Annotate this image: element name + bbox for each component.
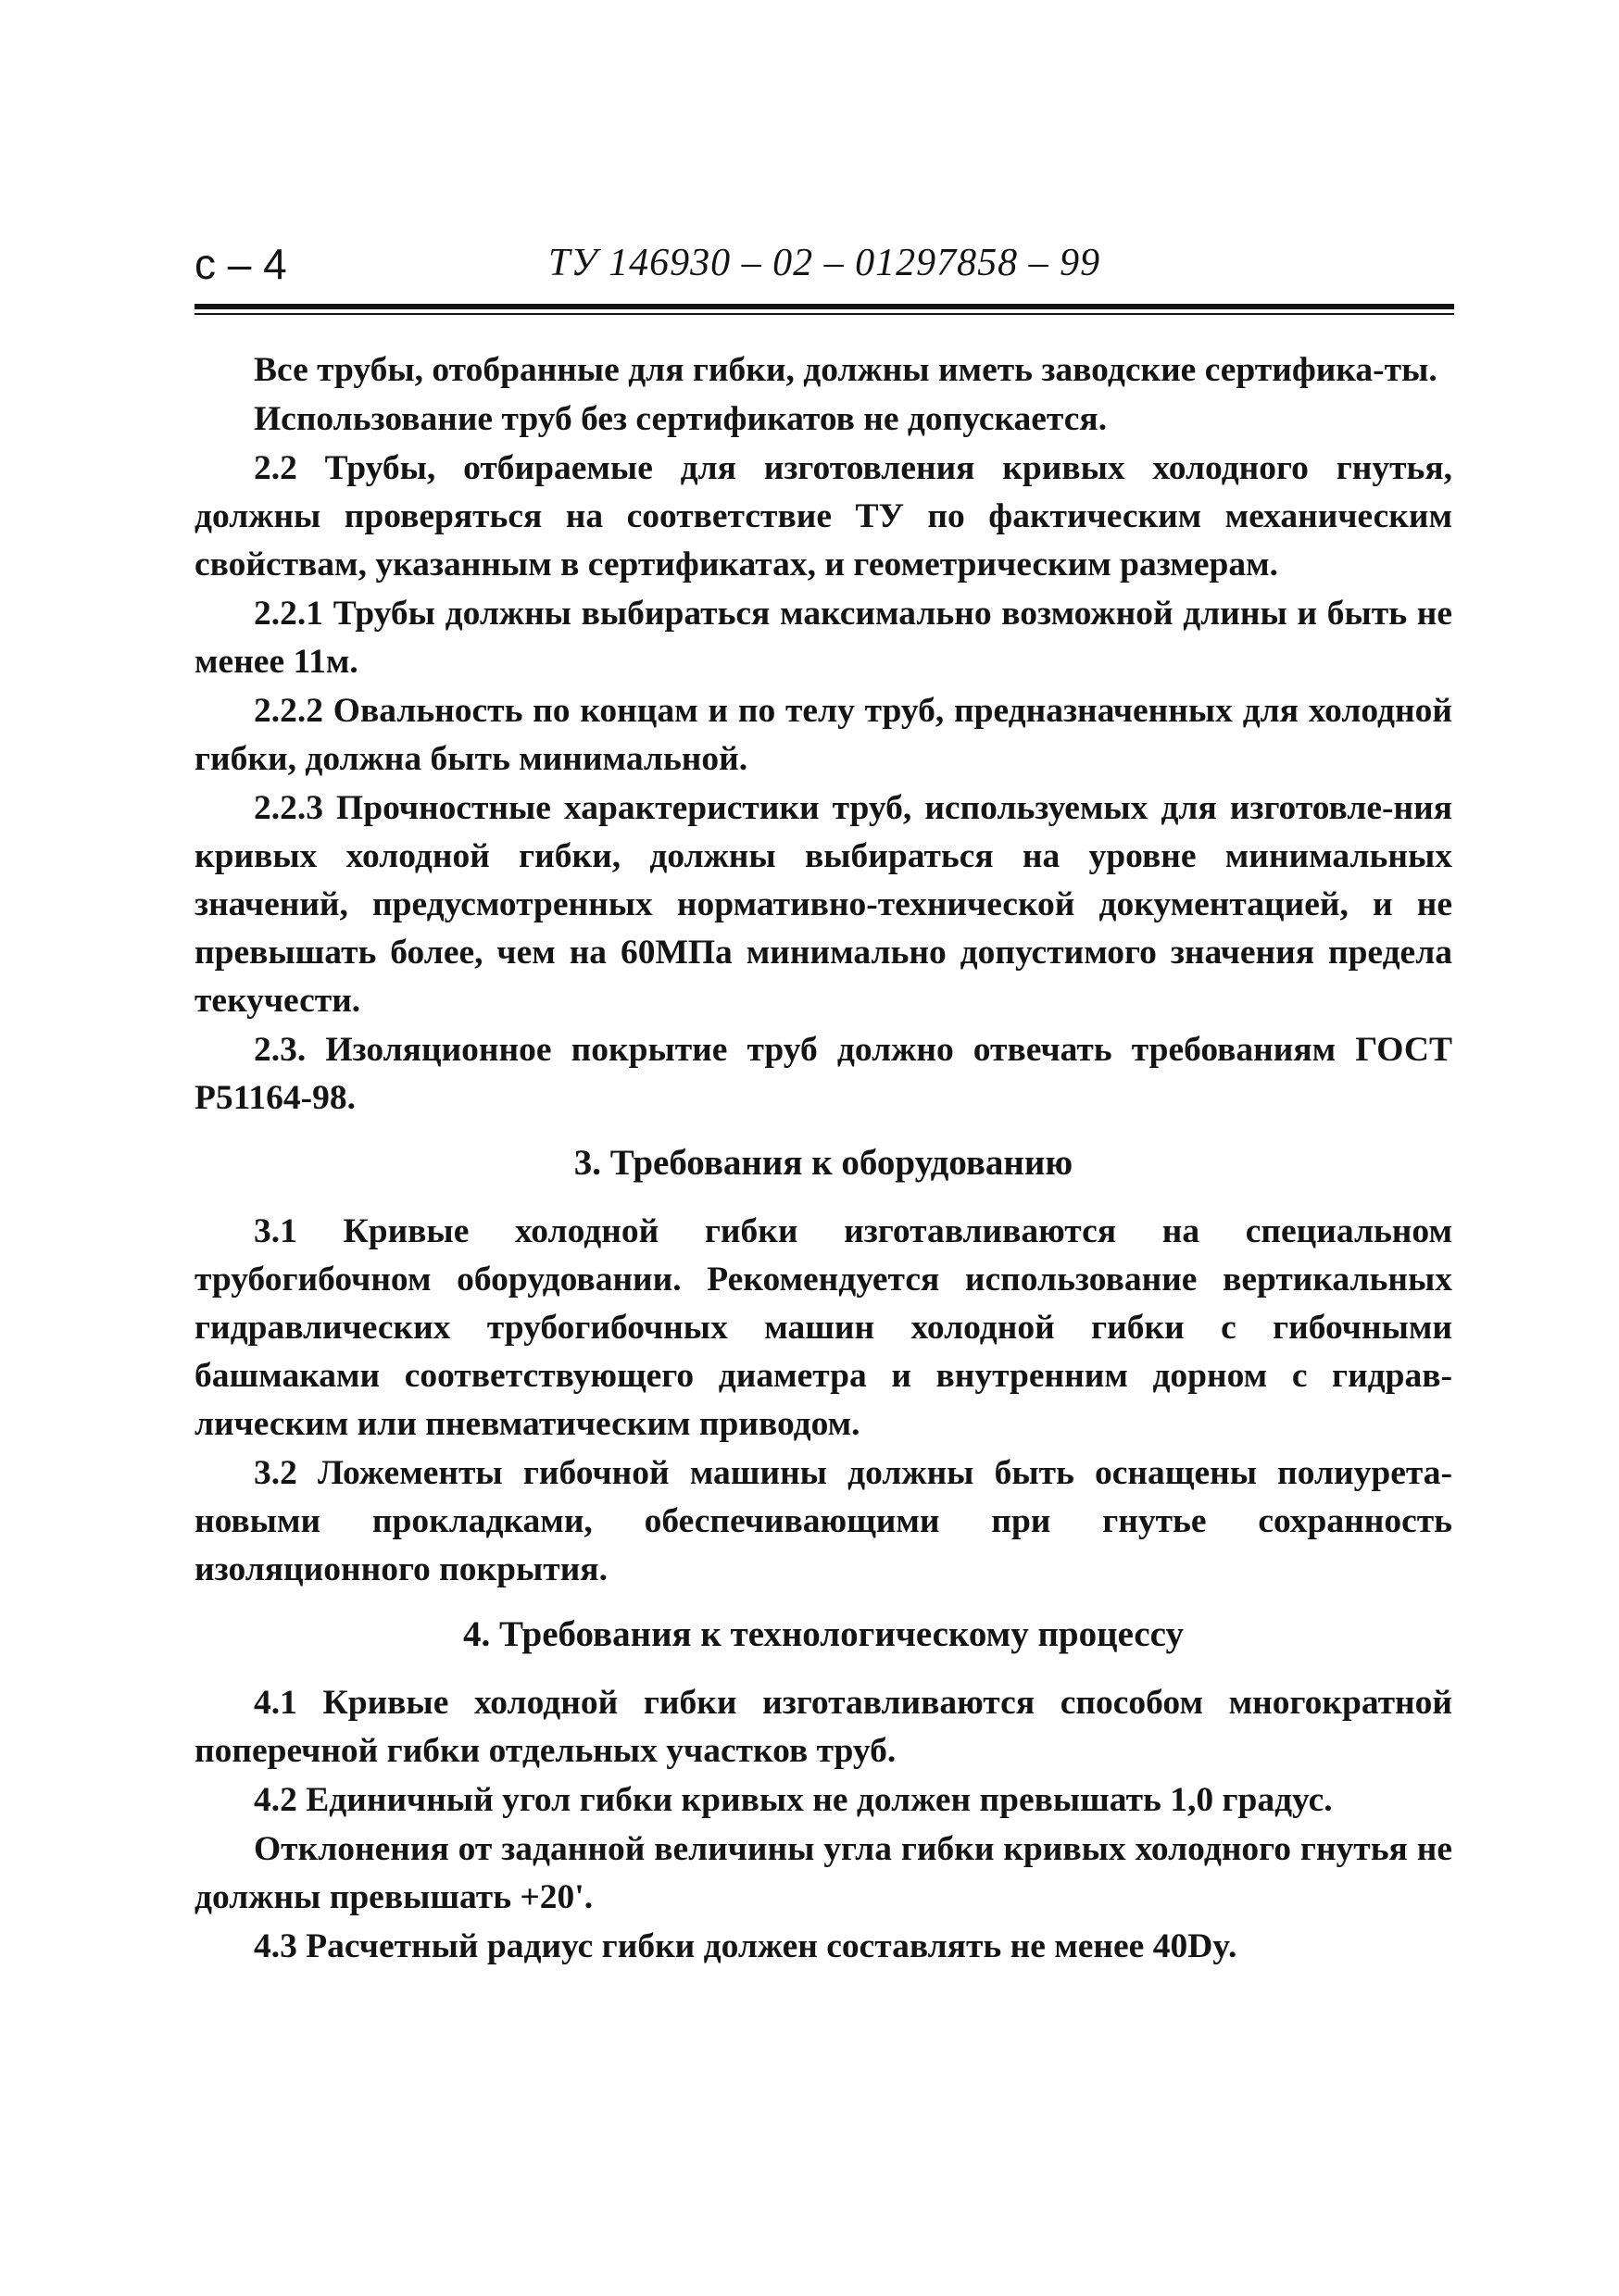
page-header	[195, 239, 1454, 295]
paragraph-2-2-2: 2.2.2 Овальность по концам и по телу труб, предназначенных для холодной гибки, должна быть минимальной.	[195, 692, 1452, 778]
header-rule-thin	[195, 313, 1454, 315]
paragraph-2-3: 2.3. Изоляционное покрытие труб должно отвечать требованиям ГОСТ Р51164-98.	[195, 1031, 1452, 1117]
paragraph-4-1: 4.1 Кривые холодной гибки изготавливаются способом многократной поперечной гибки отдельных участков труб.	[195, 1684, 1452, 1770]
paragraph-2-2-1: 2.2.1 Трубы должны выбираться максимально возможной длины и быть не менее 11м.	[195, 595, 1452, 681]
paragraph-4-3: 4.3 Расчетный радиус гибки должен составлять не менее 40Dy.	[254, 1927, 1237, 1965]
paragraph-2-2-3: 2.2.3 Прочностные характеристики труб, используемых для изготовле-ния кривых холодной гибки, должны выбираться на уровне минимальных значений, предусмотренных нормативно-технической документацией, и не превышать более, чем на 60МПа минимально допустимого значения предела текучести.	[195, 789, 1452, 1020]
paragraph-certificates-required: Все трубы, отобранные для гибки, должны иметь заводские сертифика-ты.	[254, 351, 1437, 389]
section-3-heading: 3. Требования к оборудованию	[573, 1143, 1073, 1183]
paragraph-deviation: Отклонения от заданной величины угла гибки кривых холодного гнутья не должны превышать +20'.	[195, 1830, 1452, 1916]
page-number: с – 4	[195, 240, 287, 288]
paragraph-3-2: 3.2 Ложементы гибочной машины должны быть оснащены полиурета-новыми прокладками, обеспечивающими при гнутье сохранность изоляционного покрытия.	[195, 1454, 1452, 1588]
paragraph-no-uncertified: Использование труб без сертификатов не допускается.	[254, 400, 1108, 438]
paragraph-2-2: 2.2 Трубы, отбираемые для изготовления кривых холодного гнутья, должны проверяться на соответствие ТУ по фактическим механическим свойствам, указанным в сертификатах, и геометрическим размерам.	[195, 449, 1452, 583]
section-4-heading: 4. Требования к технологическому процессу	[463, 1614, 1184, 1654]
document-body	[195, 346, 1452, 1972]
paragraph-4-2: 4.2 Единичный угол гибки кривых не должен превышать 1,0 градус.	[254, 1781, 1333, 1819]
paragraph-3-1: 3.1 Кривые холодной гибки изготавливаются на специальном трубогибочном оборудовании. Рекомендуется использование вертикальных гидравлических трубогибочных машин холодной гибки с гибочными башмаками соответствующего диаметра и внутренним дорном с гидрав-лическим или пневматическим приводом.	[195, 1212, 1452, 1443]
header-rule-thick	[195, 304, 1454, 309]
document-code: ТУ 146930 – 02 – 01297858 – 99	[548, 242, 1101, 284]
